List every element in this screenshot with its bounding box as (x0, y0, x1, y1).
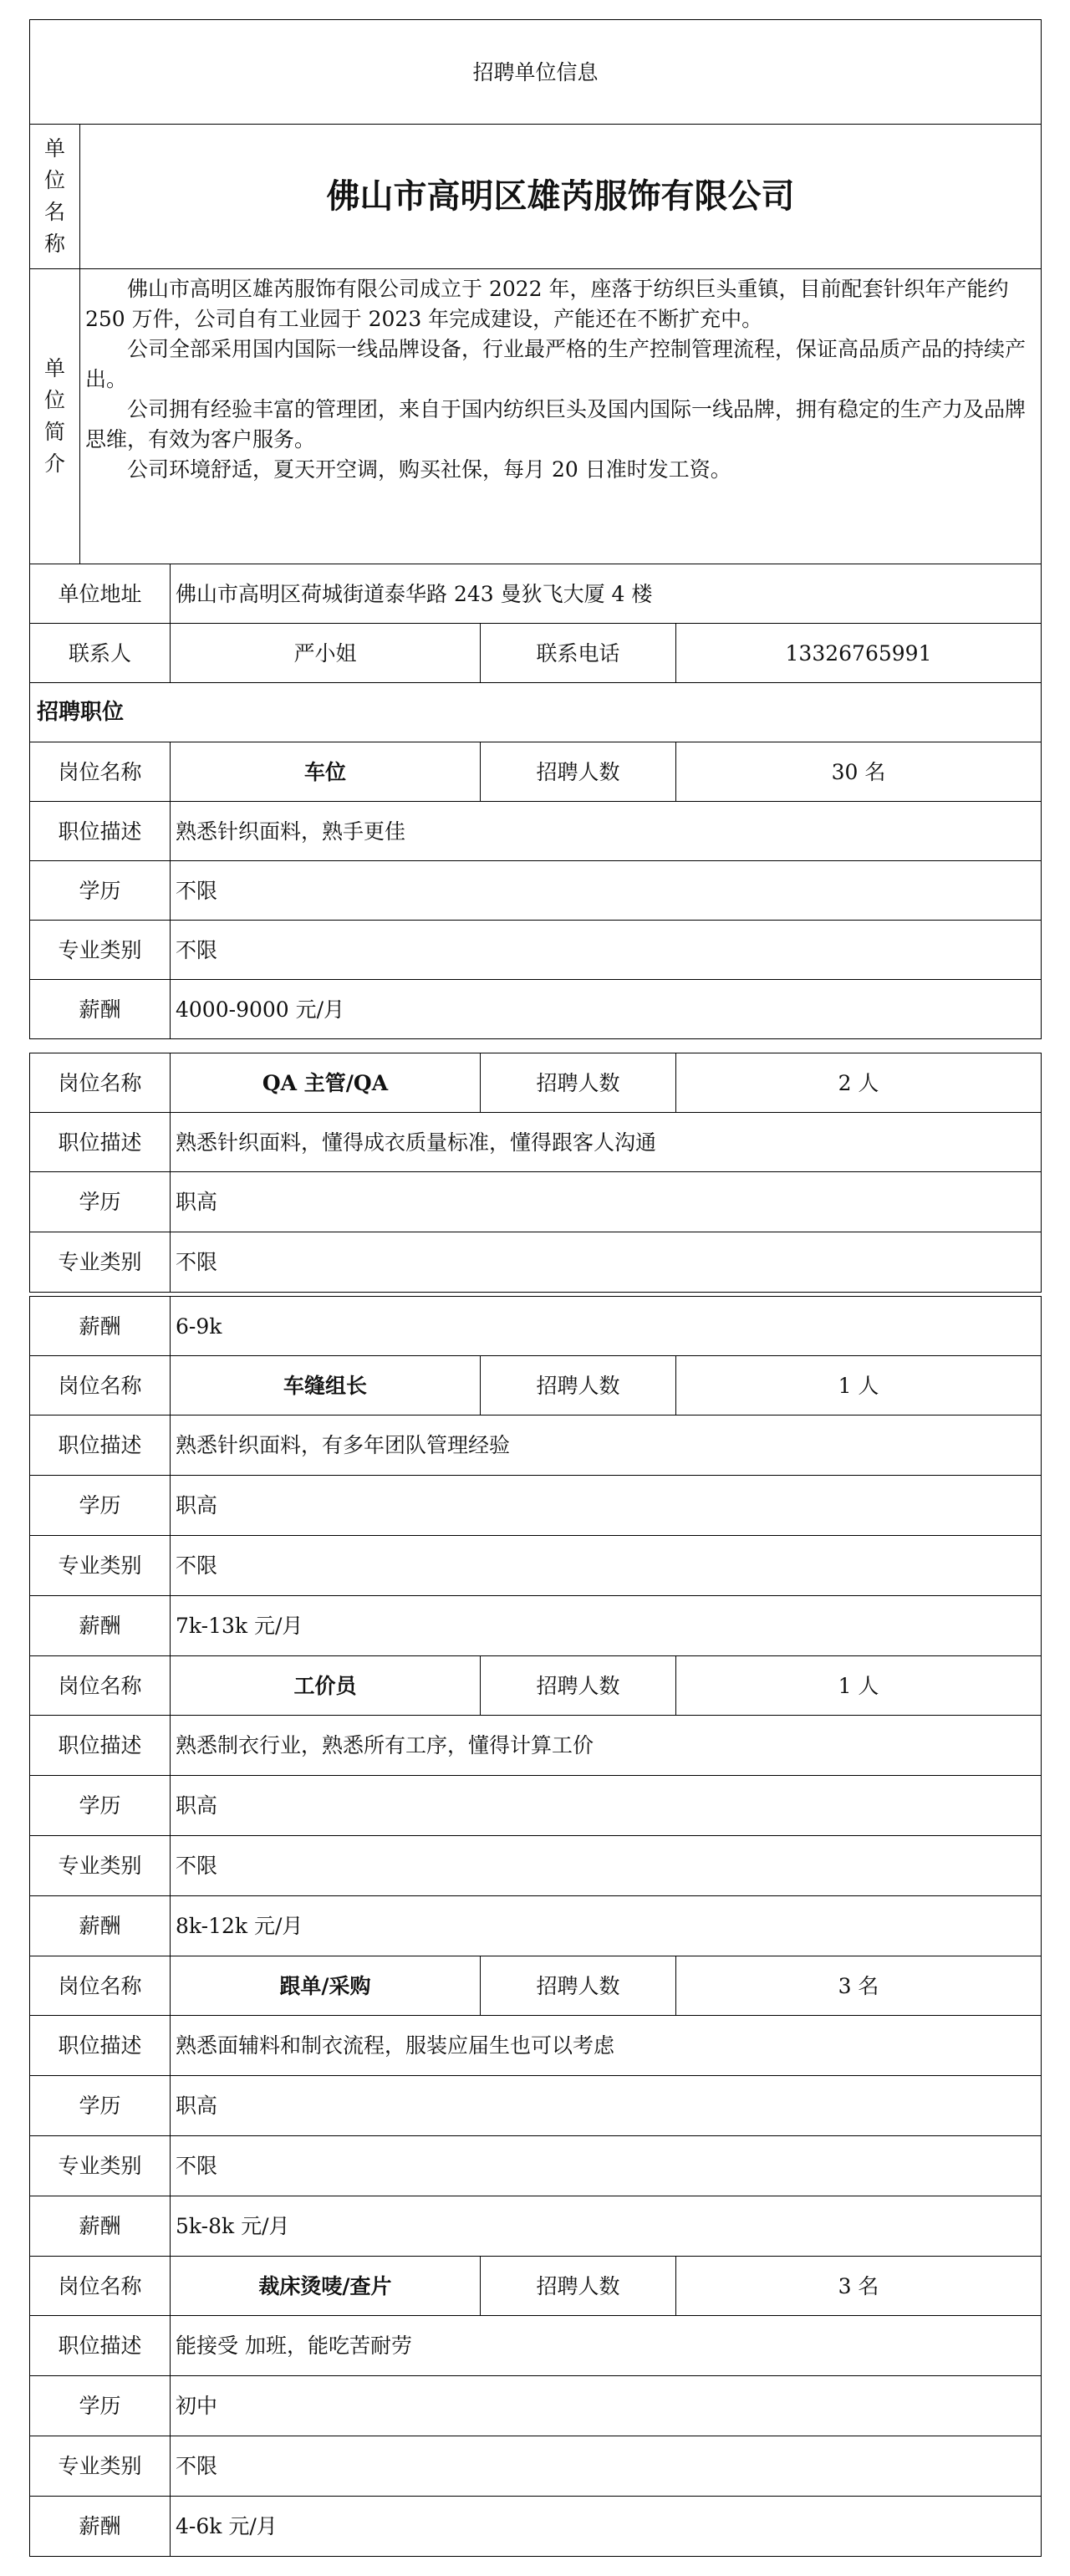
company-intro-label (30, 269, 80, 564)
headcount-label: 招聘人数 (481, 1356, 676, 1416)
job-salary: 6-9k (171, 1297, 1042, 1356)
company-name-label (30, 125, 80, 269)
major-label: 专业类别 (30, 2136, 171, 2196)
job-edu: 职高 (171, 1476, 1042, 1536)
job-salary: 5k-8k 元/月 (171, 2196, 1042, 2257)
address-label: 单位地址 (30, 564, 171, 624)
job-title: 工价员 (171, 1656, 481, 1716)
job-count: 3 名 (676, 2257, 1042, 2316)
job-desc: 熟悉制衣行业，熟悉所有工序，懂得计算工价 (171, 1716, 1042, 1776)
job-count: 3 名 (676, 1956, 1042, 2016)
desc-label: 职位描述 (30, 2016, 171, 2076)
job-edu: 职高 (171, 1776, 1042, 1836)
label-char: 名 (43, 200, 65, 224)
salary-label: 薪酬 (30, 2196, 171, 2257)
edu-label: 学历 (30, 861, 171, 921)
intro-paragraph: 公司全部采用国内国际一线品牌设备，行业最严格的生产控制管理流程，保证高品质产品的持续产出。 (85, 337, 1027, 391)
position-label: 岗位名称 (30, 1356, 171, 1416)
headcount-label: 招聘人数 (481, 1656, 676, 1716)
job-salary: 4000-9000 元/月 (171, 980, 1042, 1039)
label-char: 单 (43, 136, 65, 161)
job-salary: 4-6k 元/月 (171, 2497, 1042, 2557)
salary-label: 薪酬 (30, 1297, 171, 1356)
intro-paragraph: 公司拥有经验丰富的管理团，来自于国内纺织巨头及国内国际一线品牌，拥有稳定的生产力及品牌思维，有效为客户服务。 (85, 397, 1027, 451)
edu-label: 学历 (30, 1172, 171, 1232)
job-salary: 8k-12k 元/月 (171, 1896, 1042, 1956)
job-title: QA 主管/QA (171, 1053, 481, 1113)
position-label: 岗位名称 (30, 1656, 171, 1716)
position-label: 岗位名称 (30, 2257, 171, 2316)
job-table-3 (29, 1296, 1042, 2557)
job-major: 不限 (171, 921, 1042, 980)
edu-label: 学历 (30, 2376, 171, 2436)
job-desc: 熟悉针织面料，熟手更佳 (171, 802, 1042, 861)
job-desc: 熟悉面辅料和制衣流程，服装应届生也可以考虑 (171, 2016, 1042, 2076)
job-count: 1 人 (676, 1356, 1042, 1416)
label-char: 介 (43, 451, 65, 476)
salary-label: 薪酬 (30, 1896, 171, 1956)
label-char: 单 (43, 356, 65, 380)
headcount-label: 招聘人数 (481, 1053, 676, 1113)
section-title: 招聘职位 (30, 683, 1042, 742)
major-label: 专业类别 (30, 1536, 171, 1596)
major-label: 专业类别 (30, 1836, 171, 1896)
job-count: 2 人 (676, 1053, 1042, 1113)
desc-label: 职位描述 (30, 1113, 171, 1172)
company-name: 佛山市高明区雄芮服饰有限公司 (80, 125, 1042, 269)
salary-label: 薪酬 (30, 1596, 171, 1656)
company-info-table (29, 19, 1042, 1039)
address-value: 佛山市高明区荷城街道泰华路 243 曼狄飞大厦 4 楼 (171, 564, 1042, 624)
major-label: 专业类别 (30, 2436, 171, 2497)
job-major: 不限 (171, 1836, 1042, 1896)
label-char: 位 (43, 388, 65, 412)
job-count: 30 名 (676, 742, 1042, 802)
intro-paragraph: 公司环境舒适，夏天开空调，购买社保，每月 20 日准时发工资。 (127, 457, 731, 482)
job-count: 1 人 (676, 1656, 1042, 1716)
job-major: 不限 (171, 2136, 1042, 2196)
job-major: 不限 (171, 1232, 1042, 1293)
edu-label: 学历 (30, 2076, 171, 2136)
job-edu: 初中 (171, 2376, 1042, 2436)
headcount-label: 招聘人数 (481, 742, 676, 802)
phone-value: 13326765991 (676, 624, 1042, 683)
desc-label: 职位描述 (30, 1416, 171, 1476)
headcount-label: 招聘人数 (481, 1956, 676, 2016)
job-desc: 熟悉针织面料，有多年团队管理经验 (171, 1416, 1042, 1476)
job-title: 跟单/采购 (171, 1956, 481, 2016)
position-label: 岗位名称 (30, 742, 171, 802)
intro-paragraph: 佛山市高明区雄芮服饰有限公司成立于 2022 年，座落于纺织巨头重镇，目前配套针织年产能约 250 万件，公司自有工业园于 2023 年完成建设，产能还在不断扩充中。 (85, 277, 1009, 331)
contact-label: 联系人 (30, 624, 171, 683)
salary-label: 薪酬 (30, 980, 171, 1039)
major-label: 专业类别 (30, 1232, 171, 1293)
major-label: 专业类别 (30, 921, 171, 980)
job-desc: 熟悉针织面料，懂得成衣质量标准，懂得跟客人沟通 (171, 1113, 1042, 1172)
job-edu: 不限 (171, 861, 1042, 921)
label-char: 简 (43, 420, 65, 444)
position-label: 岗位名称 (30, 1956, 171, 2016)
job-salary: 7k-13k 元/月 (171, 1596, 1042, 1656)
job-title: 车位 (171, 742, 481, 802)
job-table-2 (29, 1053, 1042, 1293)
label-char: 位 (43, 168, 65, 192)
job-major: 不限 (171, 1536, 1042, 1596)
job-edu: 职高 (171, 1172, 1042, 1232)
desc-label: 职位描述 (30, 802, 171, 861)
desc-label: 职位描述 (30, 2316, 171, 2376)
phone-label: 联系电话 (481, 624, 676, 683)
job-major: 不限 (171, 2436, 1042, 2497)
job-edu: 职高 (171, 2076, 1042, 2136)
desc-label: 职位描述 (30, 1716, 171, 1776)
edu-label: 学历 (30, 1476, 171, 1536)
salary-label: 薪酬 (30, 2497, 171, 2557)
edu-label: 学历 (30, 1776, 171, 1836)
contact-value: 严小姐 (171, 624, 481, 683)
job-desc: 能接受 加班，能吃苦耐劳 (171, 2316, 1042, 2376)
job-title: 车缝组长 (171, 1356, 481, 1416)
page-title: 招聘单位信息 (30, 20, 1042, 125)
job-title: 裁床烫唛/查片 (171, 2257, 481, 2316)
position-label: 岗位名称 (30, 1053, 171, 1113)
company-intro (80, 269, 1042, 564)
headcount-label: 招聘人数 (481, 2257, 676, 2316)
label-char: 称 (43, 232, 65, 256)
